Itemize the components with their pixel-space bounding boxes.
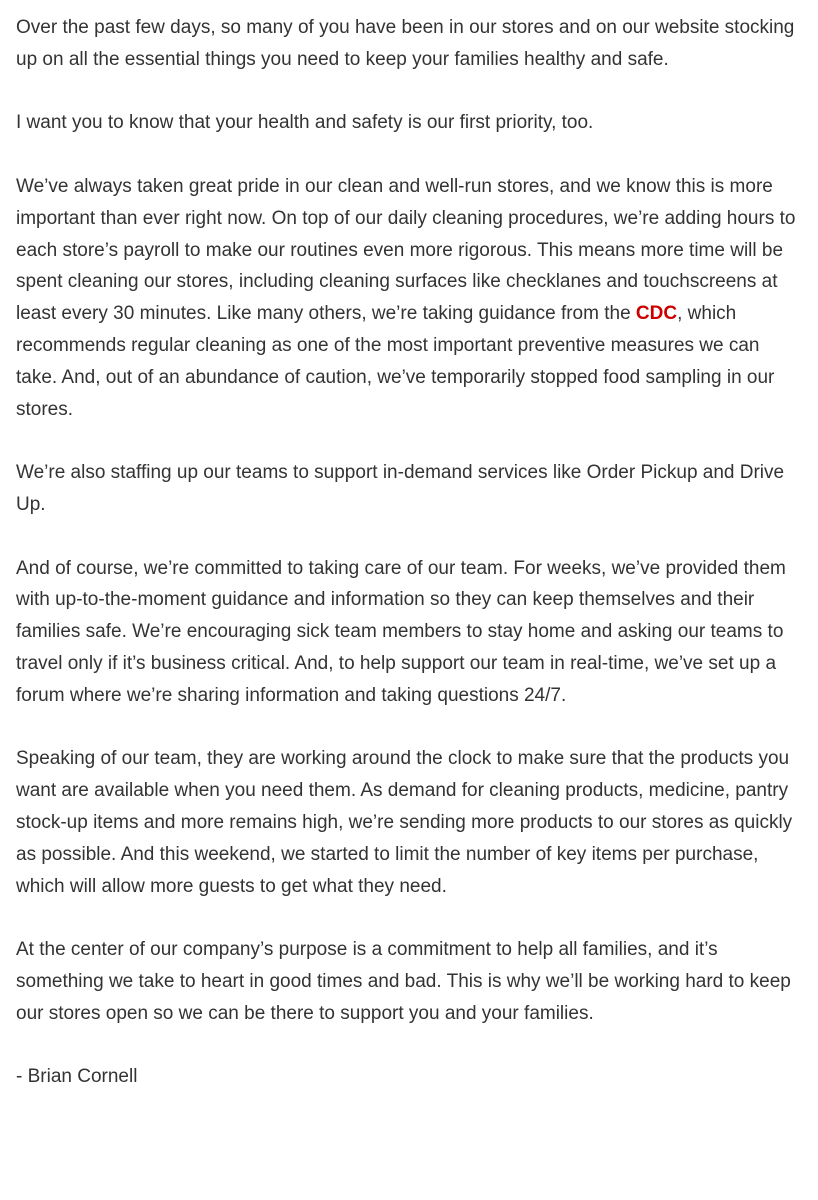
paragraph-cleaning-text-after: , which recommends regular cleaning as one of the most important preventive measures we can take. And, out of an abundance of caution, we’ve temporarily stopped food sampling in our stores. — [16, 303, 775, 420]
paragraph-staffing: We’re also staffing up our teams to support in-demand services like Order Pickup and Drive Up. — [16, 462, 785, 515]
signature: - Brian Cornell — [16, 1066, 138, 1088]
paragraph-purpose: At the center of our company’s purpose is a commitment to help all families, and it’s something we take to heart in good times and bad. This is why we’ll be working hard to keep our stores open so we can be there to support you and your families. — [16, 939, 791, 1024]
paragraph-priority: I want you to know that your health and safety is our first priority, too. — [16, 112, 594, 134]
paragraph-products: Speaking of our team, they are working around the clock to make sure that the products you want are available when you need them. As demand for cleaning products, medicine, pantry stock-up items and more remains high, we’re sending more products to our stores as quickly as possible. And this weekend, we started to limit the number of key items per purchase, which will allow more guests to get what they need. — [16, 748, 793, 897]
paragraph-intro: Over the past few days, so many of you have been in our stores and on our website stocking up on all the essential things you need to keep your families healthy and safe. — [16, 17, 795, 70]
paragraph-cleaning-text-before: We’ve always taken great pride in our clean and well-run stores, and we know this is more important than ever right now. On top of our daily cleaning procedures, we’re adding hours to each store’s payroll to make our routines even more rigorous. This means more time will be spent cleaning our stores, including cleaning surfaces like checklanes and touchscreens at least every 30 minutes. Like many others, we’re taking guidance from the — [16, 175, 796, 325]
paragraph-team-care: And of course, we’re committed to taking care of our team. For weeks, we’ve provided them with up-to-the-moment guidance and information so they can keep themselves and their families safe. We’re encouraging sick team members to stay home and asking our teams to travel only if it’s business critical. And, to help support our team in real-time, we’ve set up a forum where we’re sharing information and taking questions 24/7. — [16, 557, 786, 706]
cdc-link[interactable]: CDC — [635, 303, 678, 325]
paragraph-cleaning — [16, 171, 804, 425]
